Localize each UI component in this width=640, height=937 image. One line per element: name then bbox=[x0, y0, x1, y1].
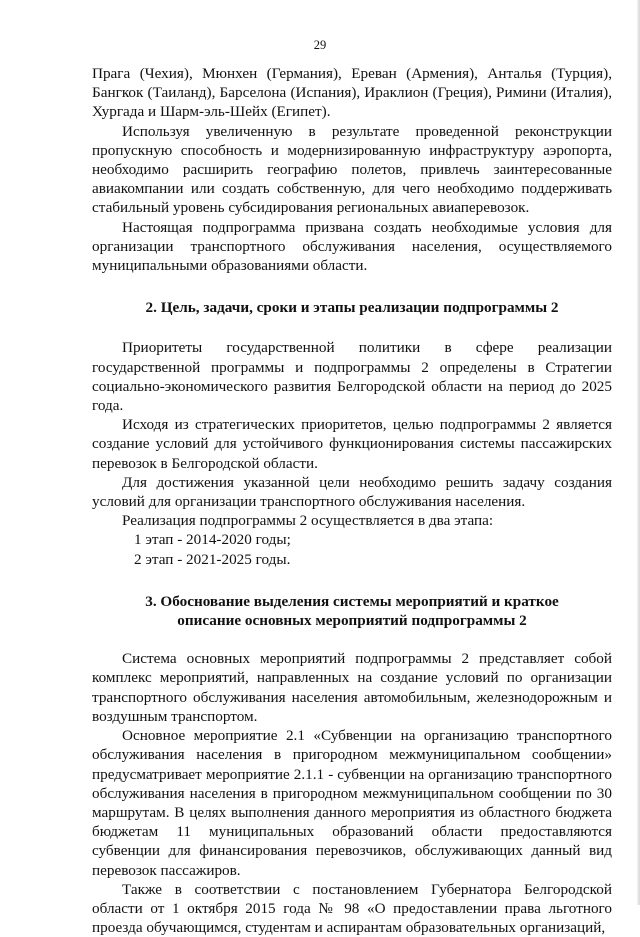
section-3-paragraph-measure-2-1: Основное мероприятие 2.1 «Субвенции на организацию транспортного обслуживания населения в пригородном межмуниципальном сообщении» предусматривает мероприятие 2.1.1 - субвенции на организацию транспортного обслуживания населения в пригородном межмуниципальном сообщении по 30 маршрутам. В целях выполнения данного мероприятия из областного бюджета бюджетам 11 муниципальных образований области предоставляются субвенции для финансирования перевозчиков, обслуживающих данный вид перевозок пассажиров. bbox=[92, 727, 612, 879]
section-2-paragraph-stages: Реализация подпрограммы 2 осуществляется в два этапа: bbox=[122, 512, 494, 530]
document-body bbox=[92, 64, 612, 937]
section-3-paragraph-system: Система основных мероприятий подпрограммы 2 представляет собой комплекс мероприятий, направленных на создание условий по организации транспортного обслуживания населения автомобильным, железнодорожным и воздушным транспортом. bbox=[92, 650, 612, 725]
section-2-paragraph-priorities: Приоритеты государственной политики в сфере реализации государственной программы и подпрограммы 2 определены в Стратегии социально-экономического развития Белгородской области на период до 2025 года. bbox=[92, 339, 612, 415]
paragraph-airport: Используя увеличенную в результате проведенной реконструкции пропускную способность и модернизированную инфраструктуру аэропорта, необходимо расширить географию полетов, привлечь заинтересованные авиакомпании или создать собственную, для чего необходимо поддерживать стабильный уровень субсидирования региональных авиаперевозок. bbox=[92, 122, 612, 217]
section-3-heading-line-1: 3. Обоснование выделения системы мероприятий и краткое bbox=[145, 592, 559, 610]
stage-1: 1 этап - 2014-2020 годы; bbox=[134, 531, 291, 549]
section-3-heading bbox=[92, 592, 612, 630]
section-2-paragraph-goal: Исходя из стратегических приоритетов, целью подпрограммы 2 является создание условий для устойчивого функционирования системы пассажирских перевозок в Белгородской области. bbox=[92, 416, 612, 472]
section-2-heading: 2. Цель, задачи, сроки и этапы реализации подпрограммы 2 bbox=[145, 299, 559, 317]
paragraph-purpose: Настоящая подпрограмма призвана создать необходимые условия для организации транспортного обслуживания населения, осуществляемого муниципальными образованиями области. bbox=[92, 218, 612, 275]
page-number: 29 bbox=[313, 38, 327, 52]
section-3-paragraph-governor-decree: Также в соответствии с постановлением Губернатора Белгородской области от 1 октября 2015 года № 98 «О предоставлении права льготного проезда обучающимся, студентам и аспирантам образовательных организаций, bbox=[92, 880, 612, 937]
stage-2: 2 этап - 2021-2025 годы. bbox=[134, 550, 291, 568]
paragraph-cities: Прага (Чехия), Мюнхен (Германия), Ереван (Армения), Анталья (Турция), Бангкок (Таиланд), Барселона (Испания), Ираклион (Греция), Римини (Италия), Хургада и Шарм-эль-Шейх (Египет). bbox=[92, 65, 612, 121]
section-2-paragraph-task: Для достижения указанной цели необходимо решить задачу создания условий для организации транспортного обслуживания населения. bbox=[92, 473, 612, 511]
section-3-heading-line-2: описание основных мероприятий подпрограммы 2 bbox=[177, 612, 527, 630]
